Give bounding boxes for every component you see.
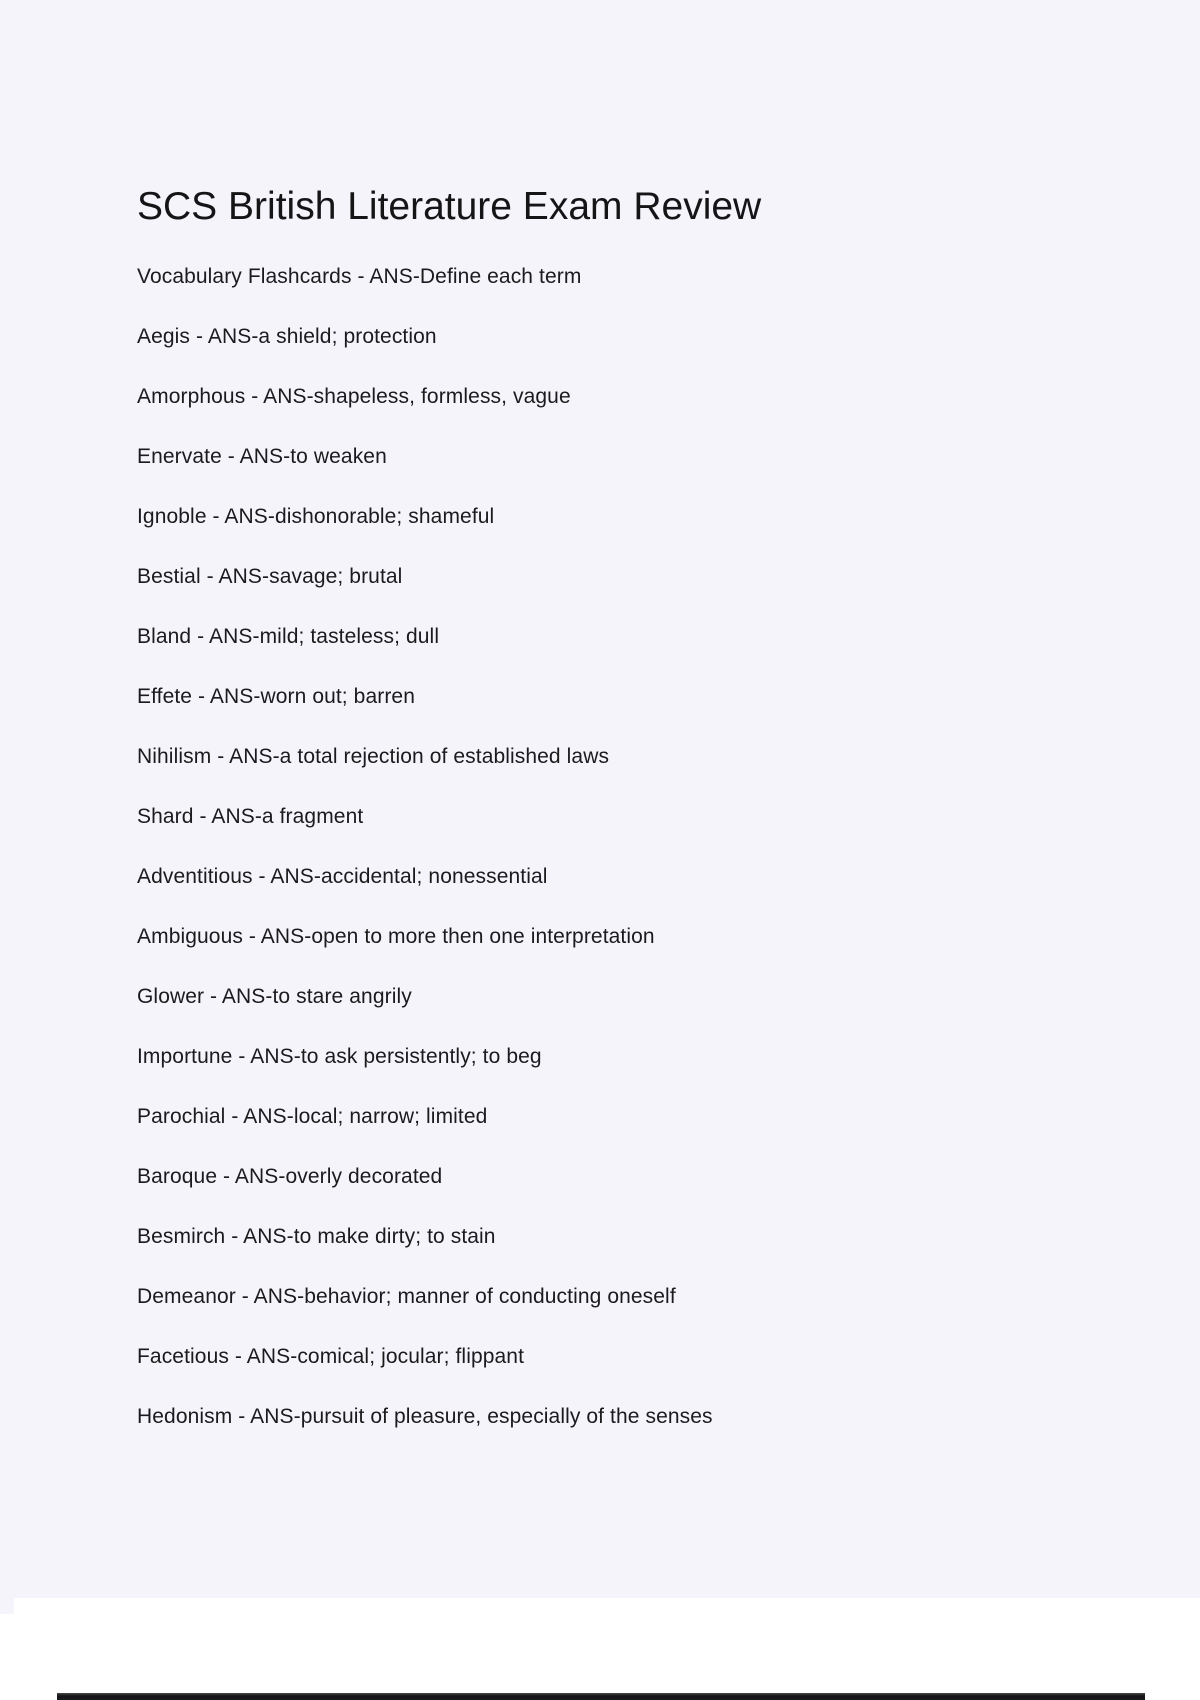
- flashcard-line: Parochial - ANS-local; narrow; limited: [137, 1105, 488, 1128]
- flashcard-line: Bland - ANS-mild; tasteless; dull: [137, 625, 440, 648]
- flashcard-line: Importune - ANS-to ask persistently; to beg: [137, 1045, 542, 1068]
- flashcard-line: Enervate - ANS-to weaken: [137, 445, 387, 468]
- flashcard-list: [137, 247, 1140, 1447]
- flashcard-line: Baroque - ANS-overly decorated: [137, 1165, 443, 1188]
- flashcard-line: Effete - ANS-worn out; barren: [137, 685, 415, 708]
- flashcard-line: Facetious - ANS-comical; jocular; flippant: [137, 1345, 525, 1368]
- flashcard-line: Hedonism - ANS-pursuit of pleasure, especially of the senses: [137, 1405, 713, 1428]
- flashcard-line: Shard - ANS-a fragment: [137, 805, 364, 828]
- flashcard-line: Besmirch - ANS-to make dirty; to stain: [137, 1225, 496, 1248]
- flashcard-line: Ambiguous - ANS-open to more then one interpretation: [137, 925, 655, 948]
- flashcard-line: Aegis - ANS-a shield; protection: [137, 325, 437, 348]
- flashcard-line: Demeanor - ANS-behavior; manner of conducting oneself: [137, 1285, 676, 1308]
- next-page-top-edge: [57, 1693, 1145, 1700]
- flashcard-line: Adventitious - ANS-accidental; nonessential: [137, 865, 548, 888]
- page-gap: [0, 1598, 1200, 1700]
- flashcard-line: Amorphous - ANS-shapeless, formless, vague: [137, 385, 571, 408]
- flashcard-line: Bestial - ANS-savage; brutal: [137, 565, 403, 588]
- flashcard-intro-line: Vocabulary Flashcards - ANS-Define each term: [137, 265, 582, 288]
- document-title: SCS British Literature Exam Review: [137, 185, 762, 228]
- page-corner-artifact: [0, 1598, 14, 1614]
- flashcard-line: Glower - ANS-to stare angrily: [137, 985, 412, 1008]
- flashcard-line: Ignoble - ANS-dishonorable; shameful: [137, 505, 495, 528]
- flashcard-line: Nihilism - ANS-a total rejection of established laws: [137, 745, 610, 768]
